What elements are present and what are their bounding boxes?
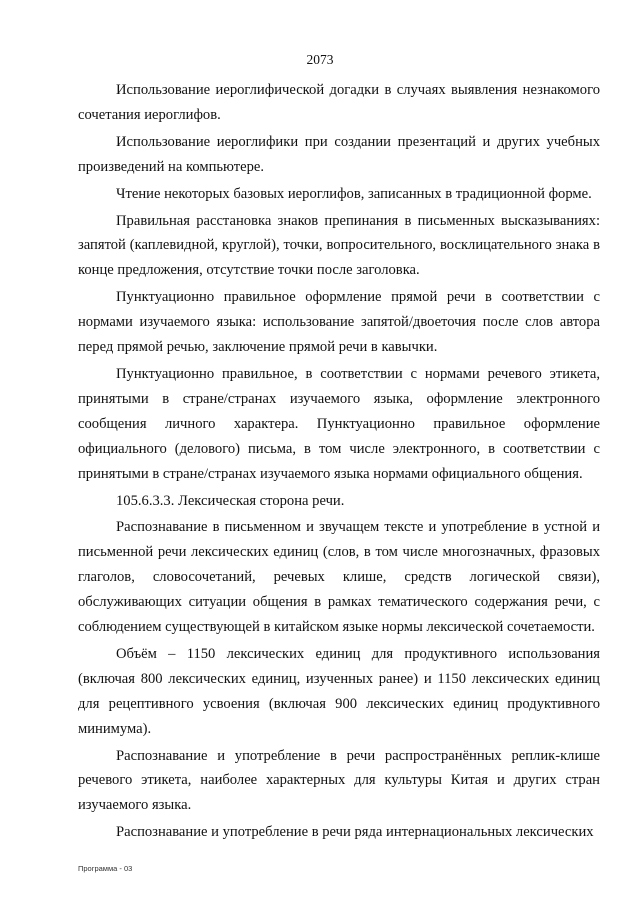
page-number: 2073 [306, 52, 334, 67]
paragraph: Объём – 1150 лексических единиц для продуктивного использования (включая 800 лексических единиц, изученных ранее) и 1150 лексических единиц для рецептивного усвоения (включая 900 лексических единиц продуктивного минимума). [78, 645, 600, 737]
paragraph: Чтение некоторых базовых иероглифов, записанных в традиционной форме. [116, 185, 592, 202]
footer-label: Программа - 03 [78, 864, 133, 873]
document-body [78, 78, 600, 847]
section-heading: 105.6.3.3. Лексическая сторона речи. [116, 492, 345, 509]
paragraph: Правильная расстановка знаков препинания в письменных высказываниях: запятой (каплевидной, круглой), точки, вопросительного, восклицательного знака в конце предложения, отсутствие точки после заголовка. [78, 212, 600, 279]
paragraph: Распознавание и употребление в речи распространённых реплик-клише речевого этикета, наиболее характерных для культуры Китая и других стран изучаемого языка. [78, 747, 600, 814]
paragraph: Распознавание и употребление в речи ряда интернациональных лексических [116, 824, 594, 841]
paragraph: Пунктуационно правильное, в соответствии с нормами речевого этикета, принятыми в стране/странах изучаемого языка, оформление электронного сообщения личного характера. Пунктуационно правильное оформление официального (делового) письма, в том числе электронного, в соответствии с принятыми в стране/странах изучаемого языка нормами официального общения. [78, 365, 600, 482]
paragraph: Пунктуационно правильное оформление прямой речи в соответствии с нормами изучаемого языка: использование запятой/двоеточия после слов автора перед прямой речью, заключение прямой речи в кавычки. [78, 289, 600, 356]
paragraph: Использование иероглифики при создании презентаций и других учебных произведений на компьютере. [78, 133, 600, 175]
paragraph: Использование иероглифической догадки в случаях выявления незнакомого сочетания иероглифов. [78, 82, 600, 123]
paragraph: Распознавание в письменном и звучащем тексте и употребление в устной и письменной речи лексических единиц (слов, в том числе многозначных, фразовых глаголов, словосочетаний, речевых клише, средств логической связи), обслуживающих ситуации общения в рамках тематического содержания речи, с соблюдением существующей в китайском языке нормы лексической сочетаемости. [78, 519, 600, 636]
